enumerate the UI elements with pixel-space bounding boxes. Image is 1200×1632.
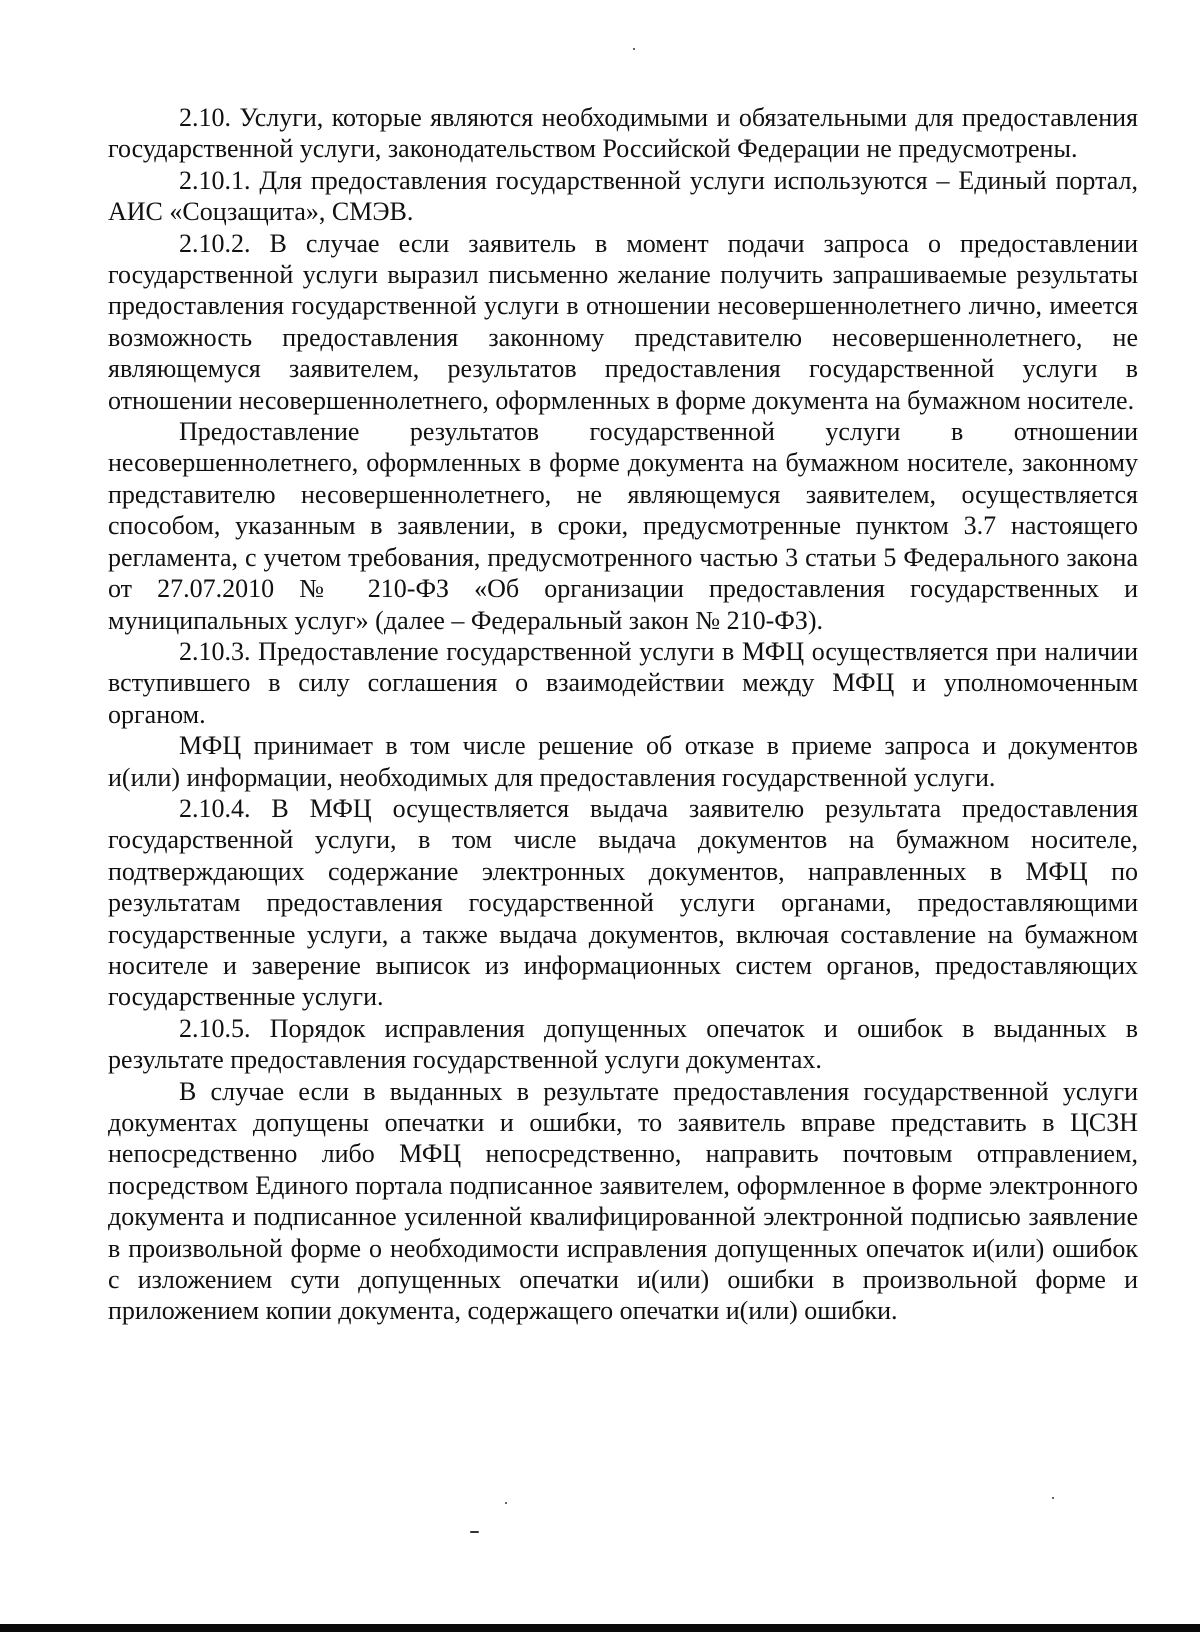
paragraph-2-10-3: 2.10.3. Предоставление государственной услуги в МФЦ осуществляется при наличии вступившего в силу соглашения о взаимодействии между МФЦ и уполномоченным органом. [108, 636, 1138, 729]
paragraph-2-10-2: 2.10.2. В случае если заявитель в момент подачи запроса о предоставлении государственной услуги выразил письменно желание получить запрашиваемые результаты предоставления государственной услуги в отношении несовершеннолетнего лично, имеется возможность предоставления законному представителю несовершеннолетнего, не являющемуся заявителем, результатов предоставления государственной услуги в отношении несовершеннолетнего, оформленных в форме документа на бумажном носителе. [108, 228, 1138, 415]
document-body [108, 102, 1138, 1327]
scan-speck [1052, 1497, 1054, 1499]
scan-speck [633, 48, 635, 50]
paragraph-error-correction: В случае если в выданных в результате предоставления государственной услуги документах допущены опечатки и ошибки, то заявитель вправе представить в ЦСЗН непосредственно либо МФЦ непосредственно, направить почтовым отправлением, посредством Единого портала подписанное заявителем, оформленное в форме электронного документа и подписанное усиленной квалифицированной электронной подписью заявление в произвольной форме о необходимости исправления допущенных опечаток и(или) ошибок с изложением сути допущенных опечатки и(или) ошибки в произвольной форме и приложением копии документа, содержащего опечатки и(или) ошибки. [108, 1076, 1138, 1326]
paragraph-2-10: 2.10. Услуги, которые являются необходимыми и обязательными для предоставления государственной услуги, законодательством Российской Федерации не предусмотрены. [108, 103, 1138, 164]
paragraph-results-delivery: Предоставление результатов государственной услуги в отношении несовершеннолетнего, оформленных в форме документа на бумажном носителе, законному представителю несовершеннолетнего, не являющемуся заявителем, осуществляется способом, указанным в заявлении, в сроки, предусмотренные пунктом 3.7 настоящего регламента, с учетом требования, предусмотренного частью 3 статьи 5 Федерального закона от 27.07.2010 № 210-ФЗ «Об организации предоставления государственных и муниципальных услуг» (далее – Федеральный закон № 210-ФЗ). [108, 417, 1138, 635]
paragraph-2-10-1: 2.10.1. Для предоставления государственной услуги используются – Единый портал, АИС «Соцзащита», СМЭВ. [108, 165, 1138, 227]
scan-speck [470, 1531, 479, 1533]
paragraph-2-10-4: 2.10.4. В МФЦ осуществляется выдача заявителю результата предоставления государственной услуги, в том числе выдача документов на бумажном носителе, подтверждающих содержание электронных документов, направленных в МФЦ по результатам предоставления государственной услуги органами, предоставляющими государственные услуги, а также выдача документов, включая составление на бумажном носителе и заверение выписок из информационных систем органов, предоставляющих государственные услуги. [108, 793, 1138, 1012]
scan-speck [505, 1502, 507, 1504]
paragraph-mfc-refusal: МФЦ принимает в том числе решение об отказе в приеме запроса и документов и(или) информации, необходимых для предоставления государственной услуги. [108, 731, 1138, 792]
scan-bottom-edge [0, 1624, 1200, 1632]
paragraph-2-10-5: 2.10.5. Порядок исправления допущенных опечаток и ошибок в выданных в результате предоставления государственной услуги документах. [108, 1013, 1138, 1075]
